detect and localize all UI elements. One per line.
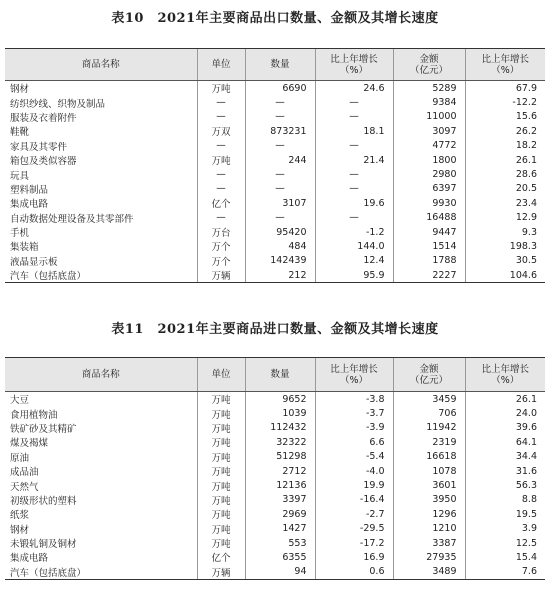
cell-amount-growth: 28.6 xyxy=(465,167,545,181)
cell-qty: 2712 xyxy=(245,464,315,478)
header-qty-growth-line1: 比上年增长 xyxy=(330,363,378,375)
table-row xyxy=(5,435,545,449)
cell-qty: 12136 xyxy=(245,478,315,492)
cell-qty: 244 xyxy=(245,153,315,167)
cell-unit: 万吨 xyxy=(197,421,245,435)
cell-unit: — xyxy=(197,95,245,109)
table-row xyxy=(5,167,545,181)
cell-qty: 142439 xyxy=(245,254,315,268)
table-row xyxy=(5,406,545,420)
cell-name: 未锻轧铜及铜材 xyxy=(10,539,77,551)
cell-qty: — xyxy=(245,139,315,153)
header-name: 商品名称 xyxy=(5,358,197,392)
header-amount-line1: 金额 xyxy=(419,363,439,375)
cell-name: 液晶显示板 xyxy=(10,256,58,268)
cell-amount-growth: 26.1 xyxy=(465,153,545,167)
cell-unit: 万吨 xyxy=(197,153,245,167)
cell-qty-growth: 95.9 xyxy=(315,268,393,283)
header-amount-growth-line1: 比上年增长 xyxy=(481,53,529,65)
cell-name: 手机 xyxy=(10,228,30,240)
export-table-body xyxy=(5,81,545,283)
cell-amount: 3489 xyxy=(393,565,465,580)
cell-amount-growth: 198.3 xyxy=(465,239,545,253)
cell-qty: — xyxy=(245,182,315,196)
cell-unit: — xyxy=(197,182,245,196)
table-row xyxy=(5,81,545,96)
cell-unit: 万吨 xyxy=(197,450,245,464)
header-qty: 数量 xyxy=(245,49,315,81)
cell-name: 纺织纱线、织物及制品 xyxy=(10,98,106,110)
cell-unit: — xyxy=(197,139,245,153)
cell-amount-growth: 67.9 xyxy=(465,81,545,96)
cell-name: 大豆 xyxy=(10,395,30,407)
cell-qty-growth: 19.6 xyxy=(315,196,393,210)
header-amount-line2: （亿元） xyxy=(409,374,448,386)
table-row xyxy=(5,421,545,435)
table-row xyxy=(5,478,545,492)
header-qty-growth-line2: （%） xyxy=(339,374,369,386)
header-unit: 单位 xyxy=(197,358,245,392)
cell-amount-growth: 30.5 xyxy=(465,254,545,268)
cell-amount: 3950 xyxy=(393,493,465,507)
cell-amount-growth: 20.5 xyxy=(465,182,545,196)
header-qty-growth xyxy=(315,358,393,392)
cell-qty-growth: 21.4 xyxy=(315,153,393,167)
cell-qty-growth: -16.4 xyxy=(315,493,393,507)
cell-qty: 9652 xyxy=(245,392,315,407)
cell-unit: 亿个 xyxy=(197,196,245,210)
cell-name: 服装及衣着附件 xyxy=(10,112,77,124)
cell-unit: 万吨 xyxy=(197,392,245,407)
cell-amount-growth: 64.1 xyxy=(465,435,545,449)
header-qty-growth-line2: （%） xyxy=(339,64,369,76)
cell-amount: 11942 xyxy=(393,421,465,435)
cell-qty-growth: -3.7 xyxy=(315,406,393,420)
cell-amount: 6397 xyxy=(393,182,465,196)
table-row xyxy=(5,493,545,507)
header-name: 商品名称 xyxy=(5,49,197,81)
cell-amount: 5289 xyxy=(393,81,465,96)
cell-qty-growth: -17.2 xyxy=(315,536,393,550)
cell-qty: — xyxy=(245,95,315,109)
cell-qty-growth: 19.9 xyxy=(315,478,393,492)
table-row xyxy=(5,182,545,196)
cell-name: 初级形状的塑料 xyxy=(10,495,77,507)
header-qty-growth xyxy=(315,49,393,81)
cell-name: 玩具 xyxy=(10,170,30,182)
cell-name: 家具及其零件 xyxy=(10,141,68,153)
cell-unit: 万吨 xyxy=(197,536,245,550)
cell-name: 鞋靴 xyxy=(10,127,30,139)
table-row xyxy=(5,95,545,109)
cell-qty: 6690 xyxy=(245,81,315,96)
cell-unit: 万个 xyxy=(197,254,245,268)
cell-qty: 212 xyxy=(245,268,315,283)
cell-unit: 万个 xyxy=(197,239,245,253)
cell-name: 集成电路 xyxy=(10,199,49,211)
cell-name: 煤及褐煤 xyxy=(10,438,49,450)
cell-unit: 万吨 xyxy=(197,406,245,420)
cell-amount-growth: 12.5 xyxy=(465,536,545,550)
cell-qty-growth: 0.6 xyxy=(315,565,393,580)
table-row xyxy=(5,522,545,536)
cell-qty-growth: -5.4 xyxy=(315,450,393,464)
cell-amount: 1788 xyxy=(393,254,465,268)
cell-qty-growth: — xyxy=(315,110,393,124)
cell-unit: 万吨 xyxy=(197,81,245,96)
cell-amount: 2227 xyxy=(393,268,465,283)
import-table-body xyxy=(5,392,545,580)
cell-unit: 万台 xyxy=(197,225,245,239)
cell-qty: — xyxy=(245,211,315,225)
table-row xyxy=(5,110,545,124)
cell-name: 铁矿砂及其精矿 xyxy=(10,423,77,435)
table-row xyxy=(5,225,545,239)
cell-amount: 1296 xyxy=(393,507,465,521)
cell-qty-growth: — xyxy=(315,139,393,153)
cell-amount: 27935 xyxy=(393,550,465,564)
header-amount-line2: （亿元） xyxy=(409,64,448,76)
cell-unit: 万吨 xyxy=(197,493,245,507)
cell-unit: — xyxy=(197,110,245,124)
cell-amount-growth: 39.6 xyxy=(465,421,545,435)
cell-amount: 3601 xyxy=(393,478,465,492)
import-table xyxy=(5,357,545,580)
cell-name: 集装箱 xyxy=(10,242,39,254)
cell-qty: — xyxy=(245,167,315,181)
cell-name: 自动数据处理设备及其零部件 xyxy=(10,213,134,225)
cell-amount-growth: 15.4 xyxy=(465,550,545,564)
table-row xyxy=(5,254,545,268)
cell-amount-growth: 24.0 xyxy=(465,406,545,420)
table11-title: 表11 2021年主要商品进口数量、金额及其增长速度 xyxy=(111,322,439,337)
table-row xyxy=(5,464,545,478)
header-amount-growth-line1: 比上年增长 xyxy=(481,363,529,375)
cell-amount: 4772 xyxy=(393,139,465,153)
table-row xyxy=(5,565,545,580)
cell-amount-growth: 26.2 xyxy=(465,124,545,138)
cell-amount-growth: 34.4 xyxy=(465,450,545,464)
cell-amount: 1800 xyxy=(393,153,465,167)
export-table xyxy=(5,48,545,283)
table-row xyxy=(5,239,545,253)
cell-unit: 万吨 xyxy=(197,522,245,536)
header-amount xyxy=(393,49,465,81)
cell-qty-growth: — xyxy=(315,182,393,196)
cell-qty: 6355 xyxy=(245,550,315,564)
table-row xyxy=(5,536,545,550)
cell-amount: 16488 xyxy=(393,211,465,225)
header-amount xyxy=(393,358,465,392)
cell-unit: 万吨 xyxy=(197,478,245,492)
cell-amount: 16618 xyxy=(393,450,465,464)
cell-amount: 1210 xyxy=(393,522,465,536)
cell-qty: — xyxy=(245,110,315,124)
cell-qty: 873231 xyxy=(245,124,315,138)
cell-qty-growth: 144.0 xyxy=(315,239,393,253)
table-row xyxy=(5,139,545,153)
cell-name: 食用植物油 xyxy=(10,409,58,421)
cell-qty: 94 xyxy=(245,565,315,580)
cell-qty: 553 xyxy=(245,536,315,550)
cell-amount: 2319 xyxy=(393,435,465,449)
cell-qty-growth: -3.8 xyxy=(315,392,393,407)
cell-amount-growth: 9.3 xyxy=(465,225,545,239)
cell-amount: 9447 xyxy=(393,225,465,239)
header-qty-growth-line1: 比上年增长 xyxy=(330,53,378,65)
cell-amount: 3097 xyxy=(393,124,465,138)
cell-amount-growth: 56.3 xyxy=(465,478,545,492)
cell-amount: 11000 xyxy=(393,110,465,124)
cell-name: 箱包及类似容器 xyxy=(10,156,77,168)
cell-name: 汽车（包括底盘） xyxy=(5,268,197,283)
cell-amount-growth: 18.2 xyxy=(465,139,545,153)
cell-amount-growth: 7.6 xyxy=(465,565,545,580)
cell-amount-growth: 8.8 xyxy=(465,493,545,507)
cell-unit: 亿个 xyxy=(197,550,245,564)
cell-name: 原油 xyxy=(10,452,30,464)
header-unit: 单位 xyxy=(197,49,245,81)
cell-qty: 3397 xyxy=(245,493,315,507)
cell-qty: 3107 xyxy=(245,196,315,210)
cell-amount-growth: 3.9 xyxy=(465,522,545,536)
cell-qty: 95420 xyxy=(245,225,315,239)
header-amount-growth-line2: （%） xyxy=(491,374,520,386)
cell-amount: 9384 xyxy=(393,95,465,109)
cell-qty-growth: 12.4 xyxy=(315,254,393,268)
cell-qty: 2969 xyxy=(245,507,315,521)
header-amount-growth-line2: （%） xyxy=(491,64,520,76)
cell-amount-growth: 104.6 xyxy=(465,268,545,283)
table-row xyxy=(5,196,545,210)
cell-qty: 484 xyxy=(245,239,315,253)
cell-qty-growth: -3.9 xyxy=(315,421,393,435)
cell-name: 成品油 xyxy=(10,467,39,479)
cell-unit: 万吨 xyxy=(197,507,245,521)
cell-unit: 万辆 xyxy=(197,565,245,580)
header-amount-growth xyxy=(465,49,545,81)
cell-qty-growth: 24.6 xyxy=(315,81,393,96)
cell-qty: 1427 xyxy=(245,522,315,536)
cell-qty-growth: 18.1 xyxy=(315,124,393,138)
cell-amount: 706 xyxy=(393,406,465,420)
header-amount-line1: 金额 xyxy=(419,53,439,65)
cell-unit: 万吨 xyxy=(197,464,245,478)
table-row xyxy=(5,211,545,225)
cell-qty-growth: -1.2 xyxy=(315,225,393,239)
cell-amount-growth: 23.4 xyxy=(465,196,545,210)
cell-unit: 万吨 xyxy=(197,435,245,449)
cell-qty: 32322 xyxy=(245,435,315,449)
cell-amount: 9930 xyxy=(393,196,465,210)
cell-amount-growth: 19.5 xyxy=(465,507,545,521)
cell-qty-growth: -29.5 xyxy=(315,522,393,536)
header-qty: 数量 xyxy=(245,358,315,392)
cell-unit: 万辆 xyxy=(197,268,245,283)
cell-amount-growth: -12.2 xyxy=(465,95,545,109)
cell-amount: 3459 xyxy=(393,392,465,407)
cell-qty-growth: -4.0 xyxy=(315,464,393,478)
cell-amount-growth: 15.6 xyxy=(465,110,545,124)
table-row xyxy=(5,153,545,167)
header-amount-growth xyxy=(465,358,545,392)
cell-amount: 3387 xyxy=(393,536,465,550)
cell-name: 汽车（包括底盘） xyxy=(5,565,197,580)
cell-name: 钢材 xyxy=(10,84,30,96)
cell-qty: 1039 xyxy=(245,406,315,420)
cell-amount-growth: 26.1 xyxy=(465,392,545,407)
cell-qty-growth: 6.6 xyxy=(315,435,393,449)
cell-name: 集成电路 xyxy=(10,553,49,565)
cell-qty-growth: — xyxy=(315,211,393,225)
table-row xyxy=(5,450,545,464)
cell-amount-growth: 12.9 xyxy=(465,211,545,225)
table-row xyxy=(5,507,545,521)
table-row xyxy=(5,392,545,407)
cell-name: 钢材 xyxy=(10,524,30,536)
cell-amount: 1514 xyxy=(393,239,465,253)
cell-name: 塑料制品 xyxy=(10,184,49,196)
table-row xyxy=(5,550,545,564)
table-row xyxy=(5,268,545,283)
table10-title: 表10 2021年主要商品出口数量、金额及其增长速度 xyxy=(111,11,439,26)
cell-qty: 112432 xyxy=(245,421,315,435)
cell-qty-growth: 16.9 xyxy=(315,550,393,564)
cell-unit: — xyxy=(197,167,245,181)
cell-unit: 万双 xyxy=(197,124,245,138)
cell-amount-growth: 31.6 xyxy=(465,464,545,478)
cell-amount: 1078 xyxy=(393,464,465,478)
cell-name: 纸浆 xyxy=(10,510,30,522)
cell-unit: — xyxy=(197,211,245,225)
cell-qty-growth: — xyxy=(315,95,393,109)
cell-name: 天然气 xyxy=(10,481,39,493)
cell-qty: 51298 xyxy=(245,450,315,464)
table-row xyxy=(5,124,545,138)
cell-qty-growth: — xyxy=(315,167,393,181)
cell-amount: 2980 xyxy=(393,167,465,181)
cell-qty-growth: -2.7 xyxy=(315,507,393,521)
